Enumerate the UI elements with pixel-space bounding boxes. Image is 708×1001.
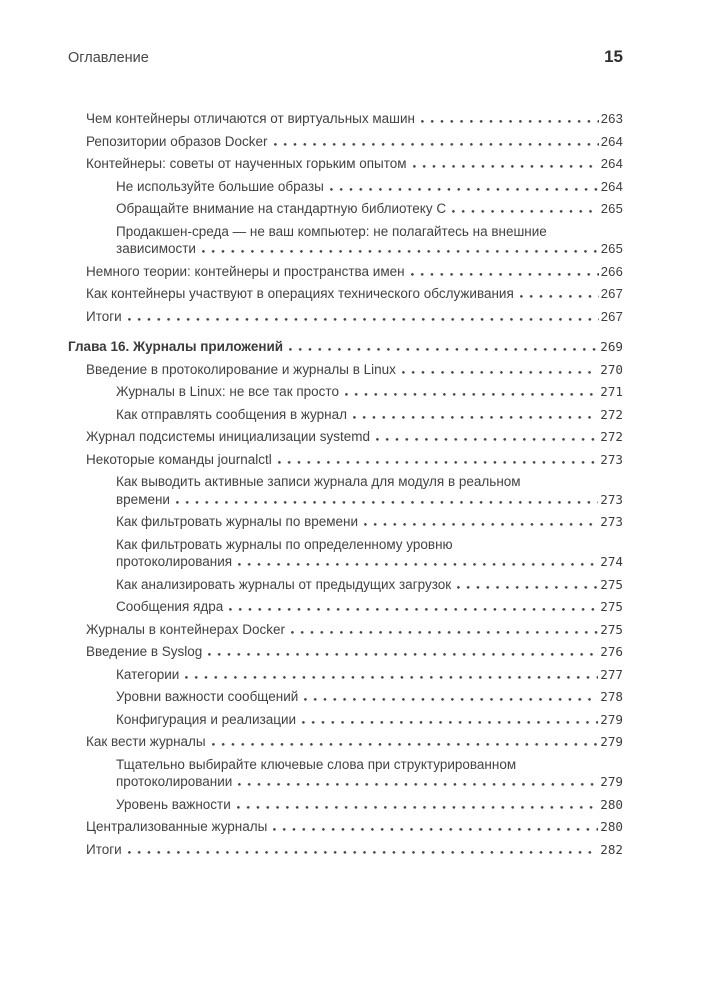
dotted-leader [289, 348, 598, 351]
toc-row [68, 338, 623, 356]
toc-entry-page: 275 [600, 621, 623, 637]
toc-row [68, 361, 623, 379]
dotted-leader [238, 563, 598, 566]
dotted-leader [345, 393, 598, 396]
toc-row [68, 688, 623, 706]
toc-entry-text: Как контейнеры участвуют в операциях технического обслуживания [86, 286, 514, 301]
toc-entry-page: 271 [600, 384, 623, 399]
toc-row [68, 178, 623, 196]
toc-entry-text: Не используйте большие образы [116, 178, 324, 194]
toc-row [68, 666, 623, 684]
toc-entry-text: Журналы в контейнерах Docker [86, 621, 285, 637]
toc-entry-page: 265 [600, 201, 623, 216]
toc-row [68, 576, 623, 594]
toc-entry-text: Уровень важности [116, 796, 231, 812]
toc-entry-page: 274 [600, 554, 623, 569]
toc-entry-page: 276 [600, 644, 623, 659]
toc-row [68, 428, 623, 446]
toc-entry-page: 267 [600, 308, 623, 324]
dotted-leader [520, 295, 599, 298]
toc-entry-continuation: протоколирования [116, 554, 233, 569]
toc-row [68, 598, 623, 616]
toc-row [68, 383, 623, 401]
toc-entry-page: 266 [600, 263, 623, 279]
toc-entry-text: Категории [116, 666, 180, 682]
dotted-leader [229, 608, 598, 611]
toc-entry-text: Контейнеры: советы от наученных горьким опытом [86, 156, 407, 171]
toc-entry-page: 279 [600, 734, 623, 749]
toc-entry-page: 270 [600, 361, 623, 377]
toc-entry-page: 273 [600, 491, 623, 507]
dotted-leader [457, 586, 598, 589]
toc-row [68, 200, 623, 218]
toc-entry-page: 282 [600, 841, 623, 857]
dotted-leader [208, 653, 598, 656]
toc-row [68, 406, 623, 424]
toc-entry-page: 272 [600, 406, 623, 422]
dotted-leader [353, 416, 598, 419]
header-page-number: 15 [604, 47, 623, 66]
dotted-leader [237, 806, 599, 809]
toc-entry-text: Итоги [86, 841, 122, 857]
dotted-leader [413, 165, 599, 168]
toc-entry-page: 275 [600, 599, 623, 614]
toc-entry-text: Как анализировать журналы от предыдущих загрузок [116, 576, 452, 592]
toc-entry-text: Уровни важности сообщений [116, 689, 299, 704]
toc-row [68, 155, 623, 173]
toc-entry-page: 275 [600, 576, 623, 592]
toc-row [68, 491, 623, 509]
toc-entry-text: Как вести журналы [86, 734, 206, 749]
toc-row [68, 818, 623, 836]
toc-row [68, 841, 623, 859]
dotted-leader [452, 210, 599, 213]
toc-entry-page: 279 [600, 711, 623, 727]
dotted-leader [411, 273, 599, 276]
dotted-leader [364, 523, 598, 526]
dotted-leader [238, 783, 598, 786]
toc-entry-page: 265 [600, 241, 623, 256]
toc-entry-text: Тщательно выбирайте ключевые слова при структурированном [116, 756, 517, 772]
toc-entry-page: 264 [600, 178, 623, 194]
toc-row [68, 711, 623, 729]
dotted-leader [291, 631, 598, 634]
toc-entry-text: Журналы в Linux: не все так просто [116, 384, 339, 399]
dotted-leader [278, 461, 599, 464]
dotted-leader [273, 828, 598, 831]
toc-row [68, 110, 623, 128]
toc-row [68, 536, 623, 554]
header-section-title: Оглавление [68, 50, 149, 66]
dotted-leader [421, 120, 599, 123]
toc-row [68, 451, 623, 469]
toc-entry-page: 264 [600, 133, 623, 149]
toc-entry-text: Чем контейнеры отличаются от виртуальных машин [86, 111, 415, 126]
toc-entry-page: 272 [600, 429, 623, 444]
toc-entry-page: 273 [600, 514, 623, 529]
dotted-leader [185, 676, 598, 679]
toc-entry-text: Централизованные журналы [86, 819, 268, 834]
toc-row [68, 223, 623, 241]
toc-entry-page: 279 [600, 774, 623, 789]
toc-entry-text: Репозитории образов Docker [86, 133, 268, 149]
toc-entry-text: Глава 16. Журналы приложений [68, 339, 284, 354]
toc-row [68, 308, 623, 326]
toc-entry-page: 263 [600, 111, 623, 126]
toc-entry-text: Как отправлять сообщения в журнал [116, 406, 347, 422]
toc-row [68, 773, 623, 791]
toc-row [68, 621, 623, 639]
toc-entry-page: 277 [600, 666, 623, 682]
toc-entry-text: Немного теории: контейнеры и пространства имен [86, 263, 405, 279]
toc-entry-page: 278 [600, 689, 623, 704]
dotted-leader [274, 143, 599, 146]
toc-entry-continuation: протоколировании [116, 774, 233, 789]
toc [68, 110, 623, 858]
toc-entry-text: Введение в Syslog [86, 644, 203, 659]
toc-row [68, 285, 623, 303]
toc-row [68, 796, 623, 814]
toc-entry-page: 269 [600, 339, 623, 354]
page-header [68, 47, 623, 67]
toc-entry-text: Введение в протоколирование и журналы в Linux [86, 361, 396, 377]
toc-entry-page: 267 [600, 286, 623, 301]
toc-entry-text: Итоги [86, 308, 122, 324]
toc-entry-text: Как фильтровать журналы по определенному уровню [116, 536, 453, 552]
toc-entry-page: 264 [600, 156, 623, 171]
dotted-leader [176, 501, 598, 504]
toc-entry-page: 280 [600, 796, 623, 812]
toc-row [68, 553, 623, 571]
toc-entry-continuation: зависимости [116, 241, 196, 256]
dotted-leader [302, 721, 598, 724]
toc-entry-text: Продакшен-среда — не ваш компьютер: не полагайтесь на внешние [116, 223, 547, 239]
toc-entry-page: 273 [600, 451, 623, 467]
toc-row [68, 240, 623, 258]
dotted-leader [202, 250, 599, 253]
dotted-leader [128, 318, 599, 321]
toc-row [68, 263, 623, 281]
dotted-leader [376, 438, 598, 441]
toc-entry-text: Как фильтровать журналы по времени [116, 514, 359, 529]
toc-entry-text: Сообщения ядра [116, 599, 224, 614]
toc-entry-text: Как выводить активные записи журнала для модуля в реальном [116, 474, 521, 489]
toc-entry-text: Некоторые команды journalctl [86, 451, 272, 467]
toc-entry-page: 280 [600, 819, 623, 834]
toc-row [68, 733, 623, 751]
dotted-leader [402, 371, 598, 374]
toc-row [68, 473, 623, 491]
toc-row [68, 133, 623, 151]
toc-row [68, 513, 623, 531]
dotted-leader [128, 851, 599, 854]
toc-row [68, 643, 623, 661]
toc-entry-text: Журнал подсистемы инициализации systemd [86, 429, 370, 444]
dotted-leader [330, 188, 599, 191]
toc-entry-continuation: времени [116, 491, 170, 507]
toc-row [68, 756, 623, 774]
toc-entry-text: Обращайте внимание на стандартную библиотеку C [116, 201, 447, 216]
dotted-leader [304, 698, 598, 701]
dotted-leader [212, 743, 599, 746]
toc-entry-text: Конфигурация и реализации [116, 711, 297, 727]
